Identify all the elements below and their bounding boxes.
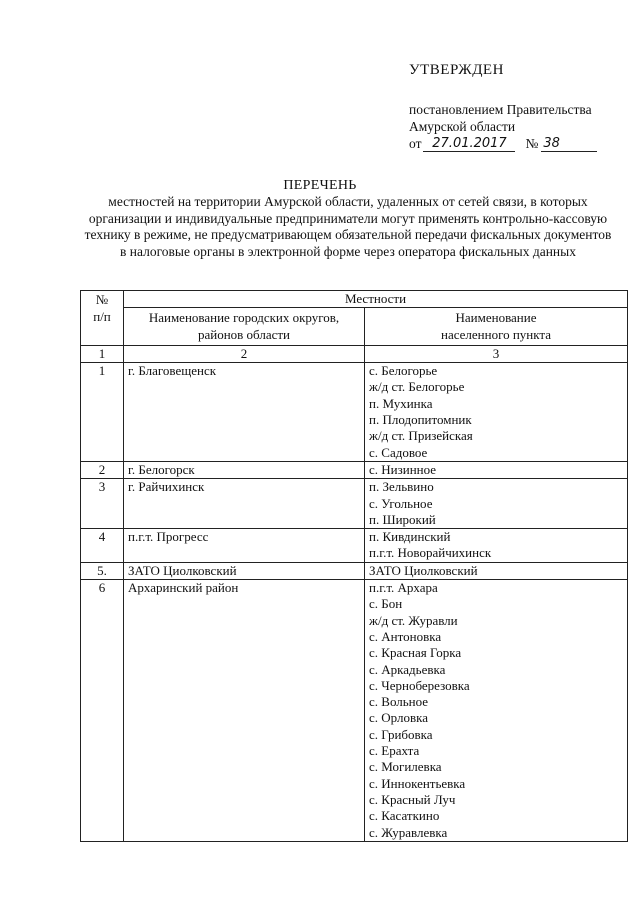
table-row [81,479,628,529]
header-group: Местности [124,291,628,308]
row-number: 2 [81,461,124,478]
settlement-name: п.г.т. Новорайчихинск [369,545,492,561]
settlement-name: с. Красный Луч [369,791,456,807]
settlement-list [365,562,628,579]
settlement-name: п. Кивдинский [369,529,451,545]
column-number: 3 [365,345,628,362]
settlement-name: с. Журавлевка [369,824,448,840]
settlement-name: с. Бон [369,596,403,612]
district-name: п.г.т. Прогресс [124,529,365,563]
district-name: г. Райчихинск [124,479,365,529]
settlement-name: с. Грибовка [369,726,433,742]
column-number: 1 [81,345,124,362]
table-subheader-row [81,308,628,346]
approval-line-1: постановлением Правительства [409,102,592,117]
district-name: г. Белогорск [124,461,365,478]
row-number: 4 [81,529,124,563]
settlement-name: с. Иннокентьевка [369,775,466,791]
settlement-name: п.г.т. Архара [369,580,438,596]
document-title: ПЕРЕЧЕНЬ [283,178,357,193]
approval-block [409,62,634,152]
settlement-name: с. Ерахта [369,743,420,759]
settlements-table [80,290,628,842]
row-number: 6 [81,580,124,842]
district-name: ЗАТО Циолковский [124,562,365,579]
document-subtitle: местностей на территории Амурской области, удаленных от сетей связи, в которых организации и индивидуальные предприниматели могут применять контрольно-кассовую технику в режиме, не предусматривающем обязательной передачи фискальных документов в налоговые органы в электронной форме через оператора фискальных данных [84,194,612,259]
settlement-name: ж/д ст. Призейская [369,428,473,444]
header-district: Наименование городских округов, районов области [124,308,365,346]
table-header-row [81,291,628,308]
settlement-list [365,580,628,842]
settlement-list [365,461,628,478]
table-row [81,363,628,462]
settlement-name: с. Белогорье [369,363,438,379]
header-num: № п/п [81,291,124,346]
table-row [81,461,628,478]
settlement-name: п. Зельвино [369,479,434,495]
column-number: 2 [124,345,365,362]
settlement-name: п. Плодопитомник [369,412,472,428]
table-row [81,562,628,579]
approval-line-2: Амурской области [409,119,516,134]
district-name: г. Благовещенск [124,363,365,462]
number-sign: № [525,136,539,151]
header-settlement: Наименование населенного пункта [365,308,628,346]
column-number-row [81,345,628,362]
settlement-name: п. Мухинка [369,395,433,411]
table-row [81,529,628,563]
settlement-name: с. Орловка [369,710,429,726]
table-row [81,580,628,842]
row-number: 5. [81,562,124,579]
row-number: 3 [81,479,124,529]
settlement-name: с. Аркадьевка [369,661,446,677]
settlement-name: с. Касаткино [369,808,440,824]
date-prefix: от [409,136,422,151]
row-number: 1 [81,363,124,462]
settlement-name: с. Красная Горка [369,645,462,661]
approval-date-number [409,135,634,152]
settlement-list [365,529,628,563]
settlement-name: с. Угольное [369,495,433,511]
approved-heading: УТВЕРЖДЕН [409,62,504,78]
handwritten-number: 38 [541,137,597,152]
settlement-name: ж/д ст. Белогорье [369,379,465,395]
settlement-name: с. Антоновка [369,628,442,644]
settlement-name: ж/д ст. Журавли [369,612,458,628]
handwritten-date: 27.01.2017 [423,137,515,152]
district-name: Архаринский район [124,580,365,842]
settlement-name: с. Низинное [369,461,437,477]
settlement-name: с. Садовое [369,444,428,460]
settlement-list [365,363,628,462]
settlement-name: п. Широкий [369,511,436,527]
settlement-name: с. Черноберезовка [369,677,470,693]
settlement-name: с. Вольное [369,694,429,710]
settlement-name: с. Могилевка [369,759,442,775]
settlement-list [365,479,628,529]
settlement-name: ЗАТО Циолковский [369,562,478,578]
